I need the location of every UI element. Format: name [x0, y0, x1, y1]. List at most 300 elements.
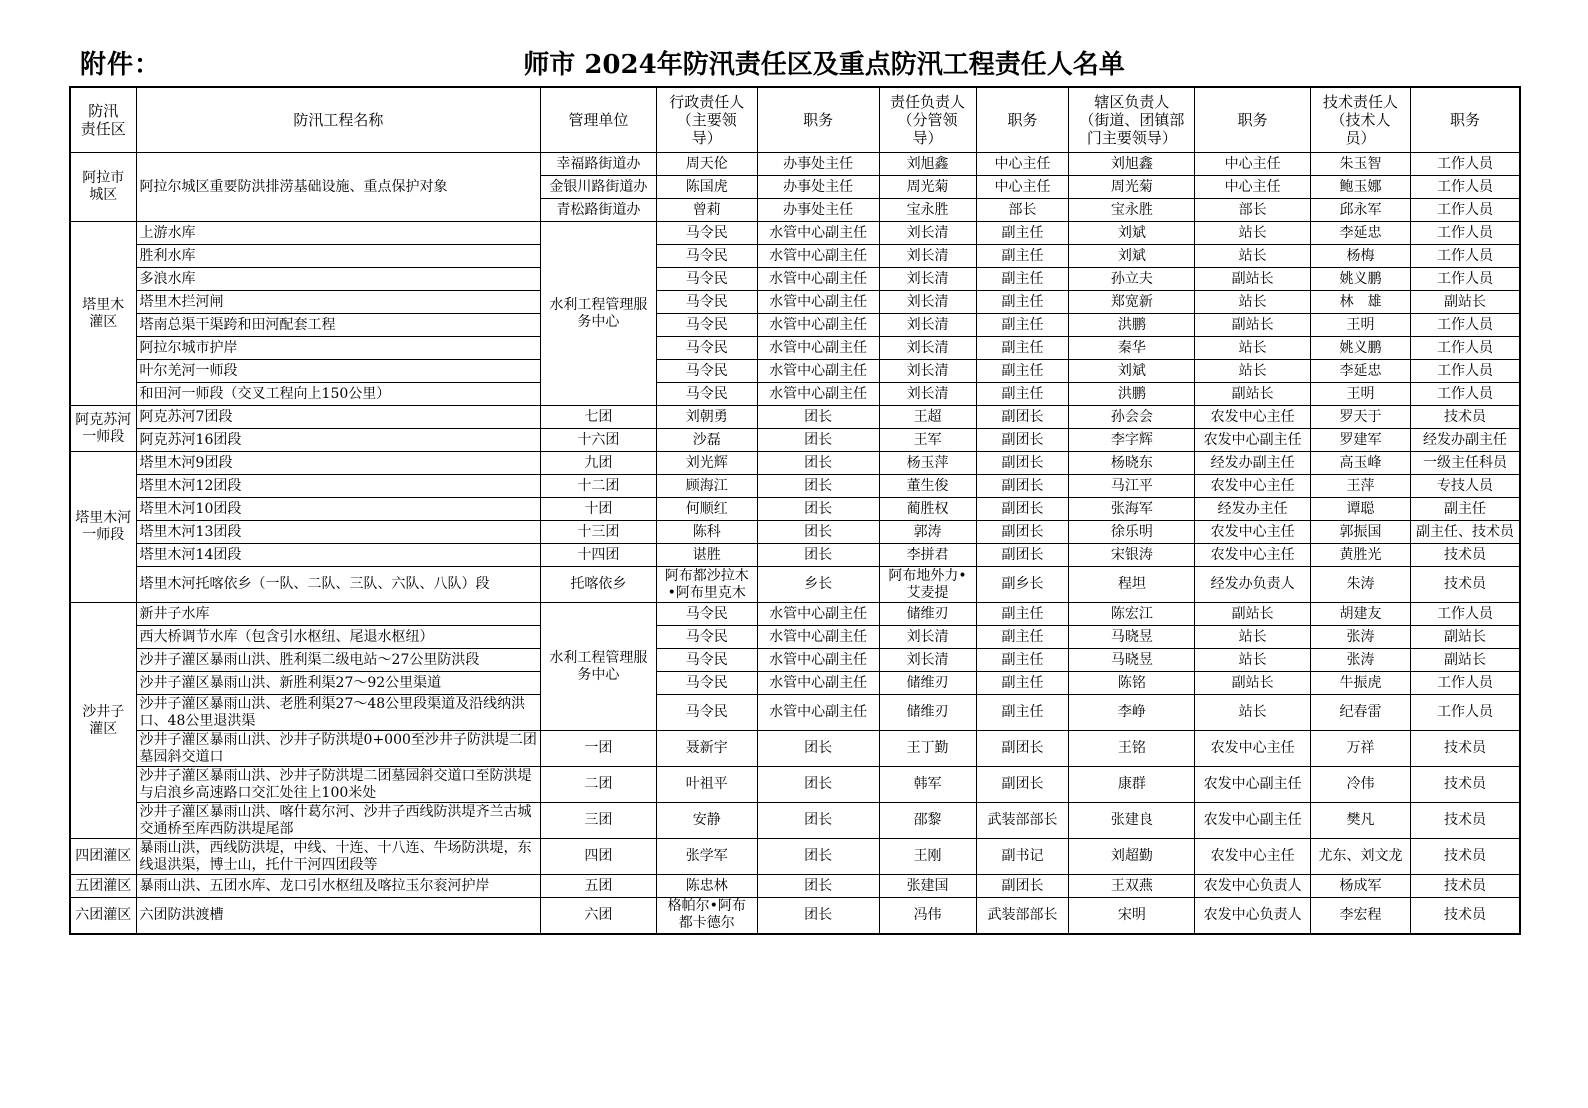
responsible-leader-cell: 刘长清: [879, 383, 976, 406]
admin-leader-cell: 马令民: [656, 268, 757, 291]
technical-lead-cell: 李延忠: [1310, 222, 1410, 245]
admin-title-cell: 水管中心副主任: [757, 649, 879, 672]
technical-title-cell: 副站长: [1411, 626, 1520, 649]
attachment-label: 附件：: [80, 50, 162, 80]
responsible-leader-cell: 董生俊: [879, 475, 976, 498]
project-name-cell: 多浪水库: [136, 268, 541, 291]
management-unit-cell: 十四团: [541, 544, 657, 567]
technical-lead-cell: 李宏程: [1310, 898, 1410, 934]
admin-title-cell: 水管中心副主任: [757, 603, 879, 626]
technical-title-cell: 副站长: [1411, 649, 1520, 672]
project-name-cell: 西大桥调节水库（包含引水枢纽、尾退水枢纽）: [136, 626, 541, 649]
responsible-title-cell: 副主任: [976, 222, 1069, 245]
district-title-cell: 经发办负责人: [1195, 567, 1311, 603]
project-name-cell: 沙井子灌区暴雨山洪、新胜利渠27～92公里渠道: [136, 672, 541, 695]
admin-title-cell: 团长: [757, 875, 879, 898]
technical-lead-cell: 尤东、刘文龙: [1310, 839, 1410, 875]
district-title-cell: 站长: [1195, 649, 1311, 672]
admin-title-cell: 水管中心副主任: [757, 672, 879, 695]
responsible-title-cell: 副团长: [976, 544, 1069, 567]
district-title-cell: 农发中心主任: [1195, 839, 1311, 875]
responsibility-table: [69, 86, 1521, 935]
project-name-cell: 阿拉尔城市护岸: [136, 337, 541, 360]
table-row: [70, 839, 1520, 875]
district-leader-cell: 马晓昱: [1069, 626, 1195, 649]
project-name-cell: 新井子水库: [136, 603, 541, 626]
admin-title-cell: 水管中心副主任: [757, 626, 879, 649]
technical-title-cell: 工作人员: [1411, 383, 1520, 406]
technical-lead-cell: 冷伟: [1310, 767, 1410, 803]
admin-leader-cell: 何顺红: [656, 498, 757, 521]
admin-title-cell: 团长: [757, 498, 879, 521]
technical-title-cell: 工作人员: [1411, 337, 1520, 360]
project-name-cell: 沙井子灌区暴雨山洪、沙井子防洪堤二团墓园斜交道口至防洪堤与启浪乡高速路口交汇处往上100米处: [136, 767, 541, 803]
technical-title-cell: 技术员: [1411, 731, 1520, 767]
admin-leader-cell: 马令民: [656, 222, 757, 245]
technical-lead-cell: 王萍: [1310, 475, 1410, 498]
column-header: 辖区负责人 （街道、团镇部 门主要领导）: [1069, 87, 1195, 153]
admin-title-cell: 团长: [757, 521, 879, 544]
district-leader-cell: 马江平: [1069, 475, 1195, 498]
project-name-cell: 塔里木河12团段: [136, 475, 541, 498]
responsible-leader-cell: 王军: [879, 429, 976, 452]
technical-title-cell: 技术员: [1411, 839, 1520, 875]
responsible-leader-cell: 冯伟: [879, 898, 976, 934]
admin-leader-cell: 马令民: [656, 291, 757, 314]
district-leader-cell: 杨晓东: [1069, 452, 1195, 475]
project-name-cell: 塔里木河13团段: [136, 521, 541, 544]
technical-title-cell: 工作人员: [1411, 672, 1520, 695]
district-leader-cell: 刘超勤: [1069, 839, 1195, 875]
technical-lead-cell: 杨梅: [1310, 245, 1410, 268]
management-unit-cell: 二团: [541, 767, 657, 803]
admin-leader-cell: 马令民: [656, 672, 757, 695]
table-row: [70, 153, 1520, 176]
responsible-title-cell: 副主任: [976, 383, 1069, 406]
responsible-leader-cell: 郭涛: [879, 521, 976, 544]
technical-title-cell: 技术员: [1411, 898, 1520, 934]
district-title-cell: 农发中心主任: [1195, 731, 1311, 767]
technical-title-cell: 副主任: [1411, 498, 1520, 521]
responsible-leader-cell: 周光菊: [879, 176, 976, 199]
management-unit-cell: 托喀依乡: [541, 567, 657, 603]
district-title-cell: 站长: [1195, 695, 1311, 731]
responsible-leader-cell: 李拼君: [879, 544, 976, 567]
project-name-cell: 塔里木河托喀依乡（一队、二队、三队、六队、八队）段: [136, 567, 541, 603]
technical-lead-cell: 姚义鹏: [1310, 268, 1410, 291]
district-title-cell: 农发中心主任: [1195, 544, 1311, 567]
responsible-title-cell: 副主任: [976, 268, 1069, 291]
technical-title-cell: 工作人员: [1411, 360, 1520, 383]
zone-cell: 塔里木河 一师段: [70, 452, 136, 603]
admin-leader-cell: 刘光辉: [656, 452, 757, 475]
zone-cell: 五团灌区: [70, 875, 136, 898]
technical-lead-cell: 邱永军: [1310, 199, 1410, 222]
document-title: 师市 2024年防汛责任区及重点防汛工程责任人名单: [523, 50, 1125, 80]
responsible-leader-cell: 刘长清: [879, 360, 976, 383]
responsible-title-cell: 副主任: [976, 291, 1069, 314]
table-row: [70, 626, 1520, 649]
technical-lead-cell: 林 雄: [1310, 291, 1410, 314]
admin-leader-cell: 阿布都沙拉木 •阿布里克木: [656, 567, 757, 603]
management-unit-cell: 十团: [541, 498, 657, 521]
responsible-title-cell: 部长: [976, 199, 1069, 222]
project-name-cell: 六团防洪渡槽: [136, 898, 541, 934]
technical-title-cell: 工作人员: [1411, 314, 1520, 337]
admin-title-cell: 水管中心副主任: [757, 268, 879, 291]
admin-title-cell: 水管中心副主任: [757, 291, 879, 314]
district-title-cell: 经发办主任: [1195, 498, 1311, 521]
project-name-cell: 沙井子灌区暴雨山洪、老胜利渠27～48公里段渠道及沿线纳洪口、48公里退洪渠: [136, 695, 541, 731]
technical-lead-cell: 朱涛: [1310, 567, 1410, 603]
responsible-title-cell: 副主任: [976, 314, 1069, 337]
project-name-cell: 阿克苏河7团段: [136, 406, 541, 429]
table-row: [70, 337, 1520, 360]
project-name-cell: 叶尔羌河一师段: [136, 360, 541, 383]
responsible-leader-cell: 刘长清: [879, 314, 976, 337]
admin-title-cell: 水管中心副主任: [757, 222, 879, 245]
column-header: 防汛 责任区: [70, 87, 136, 153]
zone-cell: 塔里木 灌区: [70, 222, 136, 406]
admin-leader-cell: 沙磊: [656, 429, 757, 452]
district-leader-cell: 宋银涛: [1069, 544, 1195, 567]
table-row: [70, 649, 1520, 672]
admin-title-cell: 团长: [757, 731, 879, 767]
responsible-leader-cell: 刘旭鑫: [879, 153, 976, 176]
table-row: [70, 383, 1520, 406]
column-header: 行政责任人 （主要领 导）: [656, 87, 757, 153]
district-leader-cell: 张海军: [1069, 498, 1195, 521]
district-title-cell: 农发中心副主任: [1195, 803, 1311, 839]
responsible-leader-cell: 刘长清: [879, 222, 976, 245]
column-header: 防汛工程名称: [136, 87, 541, 153]
technical-lead-cell: 张涛: [1310, 626, 1410, 649]
responsible-leader-cell: 杨玉萍: [879, 452, 976, 475]
responsible-title-cell: 中心主任: [976, 153, 1069, 176]
table-row: [70, 452, 1520, 475]
technical-lead-cell: 姚义鹏: [1310, 337, 1410, 360]
admin-title-cell: 团长: [757, 544, 879, 567]
table-row: [70, 314, 1520, 337]
admin-leader-cell: 张学军: [656, 839, 757, 875]
responsible-leader-cell: 储维刃: [879, 672, 976, 695]
management-unit-cell: 十六团: [541, 429, 657, 452]
zone-cell: 六团灌区: [70, 898, 136, 934]
table-row: [70, 245, 1520, 268]
district-leader-cell: 李峥: [1069, 695, 1195, 731]
responsible-title-cell: 副团长: [976, 429, 1069, 452]
technical-title-cell: 工作人员: [1411, 153, 1520, 176]
admin-leader-cell: 陈忠林: [656, 875, 757, 898]
responsible-title-cell: 中心主任: [976, 176, 1069, 199]
district-title-cell: 站长: [1195, 360, 1311, 383]
admin-title-cell: 办事处主任: [757, 199, 879, 222]
technical-title-cell: 技术员: [1411, 567, 1520, 603]
management-unit-cell: 五团: [541, 875, 657, 898]
technical-title-cell: 一级主任科员: [1411, 452, 1520, 475]
district-title-cell: 农发中心主任: [1195, 406, 1311, 429]
table-row: [70, 695, 1520, 731]
district-leader-cell: 程坦: [1069, 567, 1195, 603]
admin-title-cell: 乡长: [757, 567, 879, 603]
district-title-cell: 农发中心主任: [1195, 521, 1311, 544]
district-leader-cell: 陈宏江: [1069, 603, 1195, 626]
management-unit-cell: 幸福路街道办: [541, 153, 657, 176]
table-row: [70, 360, 1520, 383]
management-unit-cell: 四团: [541, 839, 657, 875]
responsible-leader-cell: 韩军: [879, 767, 976, 803]
responsible-leader-cell: 储维刃: [879, 603, 976, 626]
district-leader-cell: 孙会会: [1069, 406, 1195, 429]
table-row: [70, 731, 1520, 767]
responsible-title-cell: 副团长: [976, 731, 1069, 767]
table-row: [70, 498, 1520, 521]
technical-lead-cell: 高玉峰: [1310, 452, 1410, 475]
project-name-cell: 沙井子灌区暴雨山洪、喀什葛尔河、沙井子西线防洪堤齐兰古城交通桥至库西防洪堤尾部: [136, 803, 541, 839]
responsible-title-cell: 副团长: [976, 498, 1069, 521]
responsible-title-cell: 武装部部长: [976, 803, 1069, 839]
admin-title-cell: 水管中心副主任: [757, 337, 879, 360]
responsible-leader-cell: 蔺胜权: [879, 498, 976, 521]
admin-leader-cell: 叶祖平: [656, 767, 757, 803]
technical-lead-cell: 王明: [1310, 314, 1410, 337]
admin-leader-cell: 马令民: [656, 245, 757, 268]
district-title-cell: 站长: [1195, 291, 1311, 314]
district-title-cell: 农发中心副主任: [1195, 429, 1311, 452]
district-leader-cell: 宝永胜: [1069, 199, 1195, 222]
district-title-cell: 中心主任: [1195, 153, 1311, 176]
table-header-row: [70, 87, 1520, 153]
technical-lead-cell: 鲍玉娜: [1310, 176, 1410, 199]
column-header: 职务: [1195, 87, 1311, 153]
district-title-cell: 副站长: [1195, 672, 1311, 695]
technical-title-cell: 技术员: [1411, 406, 1520, 429]
responsible-title-cell: 武装部部长: [976, 898, 1069, 934]
admin-leader-cell: 周天伦: [656, 153, 757, 176]
admin-leader-cell: 安静: [656, 803, 757, 839]
district-title-cell: 站长: [1195, 337, 1311, 360]
project-name-cell: 沙井子灌区暴雨山洪、沙井子防洪堤0+000至沙井子防洪堤二团墓园斜交道口: [136, 731, 541, 767]
project-name-cell: 上游水库: [136, 222, 541, 245]
district-leader-cell: 王铭: [1069, 731, 1195, 767]
column-header: 职务: [757, 87, 879, 153]
table-row: [70, 406, 1520, 429]
admin-leader-cell: 陈科: [656, 521, 757, 544]
admin-leader-cell: 顾海江: [656, 475, 757, 498]
responsible-title-cell: 副主任: [976, 360, 1069, 383]
table-row: [70, 567, 1520, 603]
technical-lead-cell: 牛振虎: [1310, 672, 1410, 695]
district-leader-cell: 洪鹏: [1069, 314, 1195, 337]
table-row: [70, 603, 1520, 626]
technical-title-cell: 工作人员: [1411, 222, 1520, 245]
district-leader-cell: 王双燕: [1069, 875, 1195, 898]
table-row: [70, 767, 1520, 803]
column-header: 管理单位: [541, 87, 657, 153]
admin-leader-cell: 聂新宇: [656, 731, 757, 767]
technical-title-cell: 工作人员: [1411, 199, 1520, 222]
technical-lead-cell: 罗天于: [1310, 406, 1410, 429]
technical-lead-cell: 樊凡: [1310, 803, 1410, 839]
technical-title-cell: 工作人员: [1411, 245, 1520, 268]
technical-title-cell: 工作人员: [1411, 268, 1520, 291]
district-leader-cell: 郑宽新: [1069, 291, 1195, 314]
responsible-title-cell: 副主任: [976, 337, 1069, 360]
responsible-title-cell: 副团长: [976, 406, 1069, 429]
management-unit-cell: 水利工程管理服 务中心: [541, 222, 657, 406]
admin-leader-cell: 格帕尔•阿布 都卡德尔: [656, 898, 757, 934]
responsible-title-cell: 副团长: [976, 475, 1069, 498]
responsible-title-cell: 副书记: [976, 839, 1069, 875]
responsible-title-cell: 副团长: [976, 875, 1069, 898]
district-leader-cell: 徐乐明: [1069, 521, 1195, 544]
district-leader-cell: 马晓昱: [1069, 649, 1195, 672]
management-unit-cell: 七团: [541, 406, 657, 429]
admin-title-cell: 水管中心副主任: [757, 695, 879, 731]
admin-title-cell: 水管中心副主任: [757, 245, 879, 268]
project-name-cell: 暴雨山洪，西线防洪堤，中线、十连、十八连、牛场防洪堤，东线退洪渠，博士山，托什干河四团段等: [136, 839, 541, 875]
admin-leader-cell: 马令民: [656, 314, 757, 337]
responsible-leader-cell: 张建国: [879, 875, 976, 898]
admin-leader-cell: 马令民: [656, 649, 757, 672]
district-leader-cell: 刘斌: [1069, 245, 1195, 268]
district-title-cell: 站长: [1195, 222, 1311, 245]
district-leader-cell: 孙立夫: [1069, 268, 1195, 291]
technical-title-cell: 经发办副主任: [1411, 429, 1520, 452]
responsible-leader-cell: 刘长清: [879, 291, 976, 314]
responsible-title-cell: 副主任: [976, 245, 1069, 268]
responsible-leader-cell: 阿布地外力• 艾麦提: [879, 567, 976, 603]
technical-title-cell: 工作人员: [1411, 695, 1520, 731]
technical-lead-cell: 万祥: [1310, 731, 1410, 767]
responsible-title-cell: 副团长: [976, 767, 1069, 803]
admin-title-cell: 办事处主任: [757, 153, 879, 176]
responsible-leader-cell: 刘长清: [879, 337, 976, 360]
project-name-cell: 胜利水库: [136, 245, 541, 268]
admin-title-cell: 团长: [757, 475, 879, 498]
district-title-cell: 副站长: [1195, 268, 1311, 291]
technical-lead-cell: 纪春雷: [1310, 695, 1410, 731]
management-unit-cell: 十三团: [541, 521, 657, 544]
table-row: [70, 898, 1520, 934]
responsible-title-cell: 副主任: [976, 672, 1069, 695]
management-unit-cell: 九团: [541, 452, 657, 475]
admin-title-cell: 团长: [757, 406, 879, 429]
technical-lead-cell: 谭聪: [1310, 498, 1410, 521]
table-row: [70, 803, 1520, 839]
admin-leader-cell: 马令民: [656, 337, 757, 360]
district-title-cell: 农发中心负责人: [1195, 898, 1311, 934]
responsible-leader-cell: 刘长清: [879, 245, 976, 268]
admin-leader-cell: 曾莉: [656, 199, 757, 222]
district-leader-cell: 张建良: [1069, 803, 1195, 839]
district-title-cell: 站长: [1195, 626, 1311, 649]
responsible-leader-cell: 邵黎: [879, 803, 976, 839]
project-name-cell: 暴雨山洪、五团水库、龙口引水枢纽及喀拉玉尔衮河护岸: [136, 875, 541, 898]
responsible-leader-cell: 王超: [879, 406, 976, 429]
responsible-title-cell: 副主任: [976, 626, 1069, 649]
table-row: [70, 222, 1520, 245]
district-title-cell: 农发中心负责人: [1195, 875, 1311, 898]
district-leader-cell: 李字辉: [1069, 429, 1195, 452]
technical-lead-cell: 黄胜光: [1310, 544, 1410, 567]
district-title-cell: 农发中心副主任: [1195, 767, 1311, 803]
technical-lead-cell: 王明: [1310, 383, 1410, 406]
technical-lead-cell: 胡建友: [1310, 603, 1410, 626]
management-unit-cell: 水利工程管理服 务中心: [541, 603, 657, 731]
table-row: [70, 429, 1520, 452]
responsible-title-cell: 副团长: [976, 452, 1069, 475]
project-name-cell: 塔里木拦河闸: [136, 291, 541, 314]
responsible-title-cell: 副主任: [976, 695, 1069, 731]
admin-title-cell: 水管中心副主任: [757, 383, 879, 406]
admin-leader-cell: 陈国虎: [656, 176, 757, 199]
table-row: [70, 544, 1520, 567]
district-leader-cell: 刘斌: [1069, 222, 1195, 245]
management-unit-cell: 三团: [541, 803, 657, 839]
column-header: 责任负责人 （分管领 导）: [879, 87, 976, 153]
admin-title-cell: 团长: [757, 767, 879, 803]
technical-title-cell: 专技人员: [1411, 475, 1520, 498]
technical-title-cell: 工作人员: [1411, 176, 1520, 199]
district-leader-cell: 秦华: [1069, 337, 1195, 360]
admin-title-cell: 团长: [757, 452, 879, 475]
technical-title-cell: 技术员: [1411, 803, 1520, 839]
table-row: [70, 475, 1520, 498]
admin-leader-cell: 谌胜: [656, 544, 757, 567]
admin-title-cell: 团长: [757, 429, 879, 452]
admin-title-cell: 团长: [757, 898, 879, 934]
responsible-title-cell: 副主任: [976, 649, 1069, 672]
project-name-cell: 塔里木河14团段: [136, 544, 541, 567]
admin-title-cell: 水管中心副主任: [757, 360, 879, 383]
project-name-cell: 塔里木河10团段: [136, 498, 541, 521]
technical-lead-cell: 杨成军: [1310, 875, 1410, 898]
project-name-cell: 阿克苏河16团段: [136, 429, 541, 452]
technical-title-cell: 副站长: [1411, 291, 1520, 314]
district-title-cell: 站长: [1195, 245, 1311, 268]
admin-leader-cell: 马令民: [656, 626, 757, 649]
responsible-leader-cell: 王丁勤: [879, 731, 976, 767]
admin-leader-cell: 刘朝勇: [656, 406, 757, 429]
table-row: [70, 521, 1520, 544]
responsible-leader-cell: 王刚: [879, 839, 976, 875]
district-leader-cell: 陈铭: [1069, 672, 1195, 695]
district-title-cell: 副站长: [1195, 314, 1311, 337]
technical-lead-cell: 朱玉智: [1310, 153, 1410, 176]
project-name-cell: 塔南总渠干渠跨和田河配套工程: [136, 314, 541, 337]
technical-title-cell: 技术员: [1411, 767, 1520, 803]
district-title-cell: 中心主任: [1195, 176, 1311, 199]
admin-title-cell: 办事处主任: [757, 176, 879, 199]
management-unit-cell: 青松路街道办: [541, 199, 657, 222]
column-header: 职务: [976, 87, 1069, 153]
project-name-cell: 塔里木河9团段: [136, 452, 541, 475]
technical-lead-cell: 李延忠: [1310, 360, 1410, 383]
responsible-leader-cell: 刘长清: [879, 649, 976, 672]
table-row: [70, 268, 1520, 291]
management-unit-cell: 一团: [541, 731, 657, 767]
district-leader-cell: 周光菊: [1069, 176, 1195, 199]
responsible-title-cell: 副乡长: [976, 567, 1069, 603]
zone-cell: 阿拉市 城区: [70, 153, 136, 222]
management-unit-cell: 金银川路街道办: [541, 176, 657, 199]
technical-lead-cell: 罗建军: [1310, 429, 1410, 452]
admin-leader-cell: 马令民: [656, 695, 757, 731]
district-title-cell: 农发中心主任: [1195, 475, 1311, 498]
district-leader-cell: 刘旭鑫: [1069, 153, 1195, 176]
technical-lead-cell: 张涛: [1310, 649, 1410, 672]
